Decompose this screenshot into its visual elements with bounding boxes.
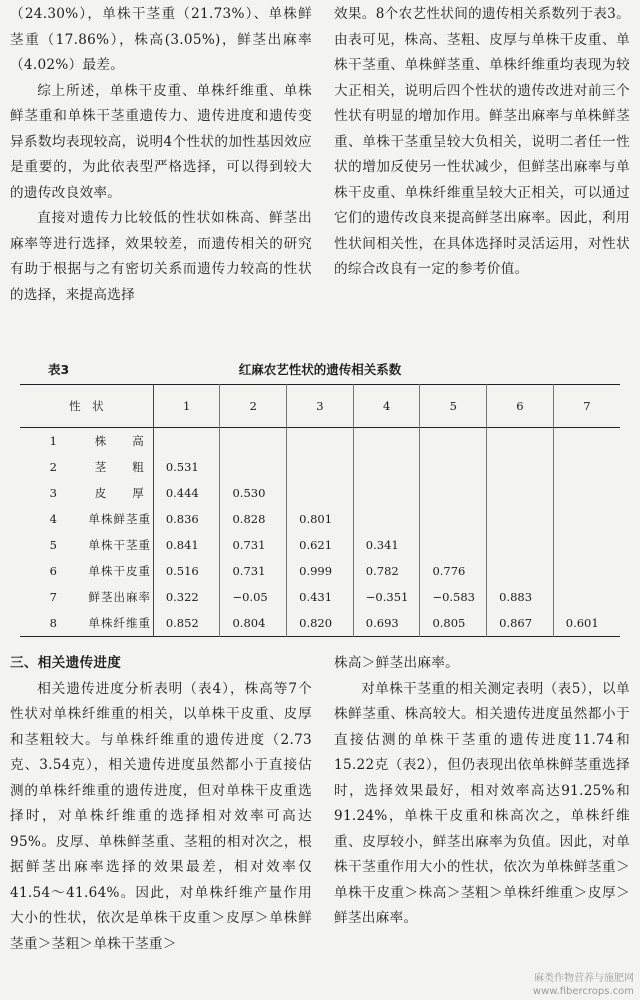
correlation-value	[553, 558, 620, 584]
correlation-value	[487, 506, 554, 532]
trait-name: 单株干茎重	[87, 532, 154, 558]
column-header: 7	[583, 399, 591, 413]
column-header: 1	[153, 385, 220, 428]
paragraph: 直接对遗传力比较低的性状如株高、鲜茎出麻率等进行选择，效果较差，而遗传相关的研究有助于根据与之有密切关系而遗传力较高的性状的选择，来提高选择	[10, 210, 312, 303]
table-row	[20, 584, 620, 610]
trait-name: 皮 厚	[87, 480, 154, 506]
paragraph: 对单株干茎重的相关测定表明（表5），以单株鲜茎重、株高较大。相关遗传进度虽然都小于直接估测的单株干茎重的遗传进度11.74和15.22克（表2），但仍表现出依单株鲜茎重选择时，选择效果最好，相对效率高达91.25%和91.24%，单株干皮重和株高次之，单株纤维重、皮厚较小，鲜茎出麻率为负值。因此，对单株干茎重作用大小的性状，依次为单株鲜茎重＞单株干皮重＞株高＞茎粗＞单株纤维重＞皮厚＞鲜茎出麻率。	[334, 680, 630, 926]
correlation-value: 0.804	[220, 610, 287, 637]
column-header: 6	[487, 385, 554, 428]
table-row	[20, 480, 620, 506]
section-heading: 三、相关遗传进度	[10, 655, 122, 671]
correlation-value	[420, 428, 487, 455]
column-header: 5	[420, 385, 487, 428]
correlation-value: 0.693	[353, 610, 420, 637]
correlation-value	[487, 558, 554, 584]
trait-name: 鲜茎出麻率	[87, 584, 154, 610]
correlation-value: 0.731	[220, 532, 287, 558]
column-header: 2	[220, 385, 287, 428]
left-column-bottom	[10, 651, 312, 957]
correlation-value: 0.805	[420, 610, 487, 637]
correlation-value: 0.601	[565, 616, 599, 630]
correlation-value	[353, 454, 420, 480]
correlation-value: 0.516	[153, 558, 220, 584]
paragraph: （24.30%），单株干茎重（21.73%）、单株鲜茎重（17.86%），株高(3.05%)，鲜茎出麻率（4.02%）最差。	[10, 6, 312, 73]
trait-name: 单株干皮重	[87, 558, 154, 584]
correlation-value: 0.841	[153, 532, 220, 558]
correlation-value: 0.531	[153, 454, 220, 480]
correlation-value: 0.431	[287, 584, 354, 610]
trait-name: 茎 粗	[87, 454, 154, 480]
watermark-line: 麻类作物营养与施肥网	[534, 973, 634, 984]
correlation-value	[353, 428, 420, 455]
correlation-value	[287, 428, 354, 455]
correlation-value: −0.583	[420, 584, 487, 610]
correlation-value: 0.530	[220, 480, 287, 506]
table-row	[20, 506, 620, 532]
correlation-value: 0.621	[287, 532, 354, 558]
correlation-value: 0.852	[153, 610, 220, 637]
correlation-value: −0.351	[353, 584, 420, 610]
watermark-url: www.fibercrops.com	[532, 986, 634, 997]
row-index: 2	[49, 460, 57, 474]
correlation-value	[553, 480, 620, 506]
correlation-table	[20, 384, 620, 637]
correlation-value	[553, 506, 620, 532]
table-row	[20, 610, 620, 637]
paragraph: 综上所述，单株干皮重、单株纤维重、单株鲜茎重和单株干茎重遗传力、遗传进度和遗传变异系数均表现较高，说明4个性状的加性基因效应是重要的，为此依表型严格选择，可以得到较大的遗传改良效率。	[10, 82, 312, 201]
correlation-value: 0.820	[287, 610, 354, 637]
column-header: 3	[287, 385, 354, 428]
correlation-value: 0.782	[353, 558, 420, 584]
right-column-bottom	[334, 651, 630, 932]
row-index: 6	[49, 564, 57, 578]
table-caption	[20, 356, 620, 384]
correlation-value: 0.322	[153, 584, 220, 610]
correlation-value	[287, 480, 354, 506]
correlation-value: 0.341	[353, 532, 420, 558]
correlation-value	[220, 428, 287, 455]
correlation-value: −0.05	[220, 584, 287, 610]
correlation-value: 0.836	[153, 506, 220, 532]
correlation-value	[553, 428, 620, 455]
table-number: 表3	[48, 362, 70, 377]
correlation-value	[420, 454, 487, 480]
paragraph: 相关遗传进度分析表明（表4），株高等7个性状对单株纤维重的相关，以单株干皮重、皮厚和茎粗较大。与单株纤维重的遗传进度（2.73克、3.54克），相关遗传进度虽然都小于直接估测的单株纤维重的遗传进度，但对单株干皮重选择时，对单株纤维重的选择相对效率可高达95%。皮厚、单株鲜茎重、茎粗的相对次之，根据鲜茎出麻率选择的效果最差，相对效率仅41.54～41.64%。因此，对单株纤维产量作用大小的性状，依次是单株干皮重＞皮厚＞单株鲜茎重＞茎粗＞单株干茎重＞	[10, 680, 312, 952]
correlation-value	[553, 532, 620, 558]
correlation-value	[420, 506, 487, 532]
row-index: 7	[49, 590, 57, 604]
trait-name: 株 高	[87, 428, 154, 455]
row-index: 4	[49, 512, 57, 526]
correlation-value	[353, 506, 420, 532]
trait-name: 单株鲜茎重	[87, 506, 154, 532]
right-column-top	[334, 2, 630, 283]
table-row	[20, 558, 620, 584]
correlation-value	[553, 454, 620, 480]
column-header: 4	[353, 385, 420, 428]
correlation-value	[487, 480, 554, 506]
left-column-top	[10, 2, 312, 308]
table-3	[20, 356, 620, 637]
correlation-value: 0.999	[287, 558, 354, 584]
correlation-value: 0.883	[487, 584, 554, 610]
correlation-value	[487, 454, 554, 480]
correlation-value	[420, 480, 487, 506]
correlation-value: 0.731	[220, 558, 287, 584]
correlation-value	[353, 480, 420, 506]
correlation-value: 0.801	[287, 506, 354, 532]
correlation-value: 0.867	[487, 610, 554, 637]
row-index: 3	[49, 486, 57, 500]
paragraph: 效果。8个农艺性状间的遗传相关系数列于表3。由表可见，株高、茎粗、皮厚与单株干皮重、单株干茎重、单株鲜茎重、单株纤维重均表现为较大正相关，说明后四个性状的遗传改进对前三个性状有明显的增加作用。鲜茎出麻率与单株鲜茎重、单株干茎重呈较大负相关，说明二者任一性状的增加反使另一性状减少，但鲜茎出麻率与单株干皮重、单株纤维重呈较大正相关，可以通过它们的遗传改良来提高鲜茎出麻率。因此，利用性状间相关性，在具体选择时灵活运用，对性状的综合改良有一定的参考价值。	[334, 6, 630, 277]
table-header-row	[20, 385, 620, 428]
correlation-value: 0.776	[420, 558, 487, 584]
trait-header: 性 状	[20, 385, 153, 428]
correlation-value: 0.444	[153, 480, 220, 506]
watermark	[533, 972, 634, 998]
correlation-value	[487, 428, 554, 455]
row-index: 1	[49, 434, 57, 448]
table-title: 红麻农艺性状的遗传相关系数	[238, 362, 402, 377]
correlation-value: 0.828	[220, 506, 287, 532]
row-index: 5	[49, 538, 57, 552]
correlation-value	[220, 454, 287, 480]
correlation-value	[153, 428, 220, 455]
correlation-value	[287, 454, 354, 480]
table-row	[20, 454, 620, 480]
correlation-value	[420, 532, 487, 558]
correlation-value	[553, 584, 620, 610]
table-row	[20, 532, 620, 558]
correlation-value	[487, 532, 554, 558]
table-row	[20, 428, 620, 455]
row-index: 8	[49, 616, 57, 630]
paragraph: 株高＞鲜茎出麻率。	[334, 655, 460, 671]
trait-name: 单株纤维重	[87, 610, 154, 637]
